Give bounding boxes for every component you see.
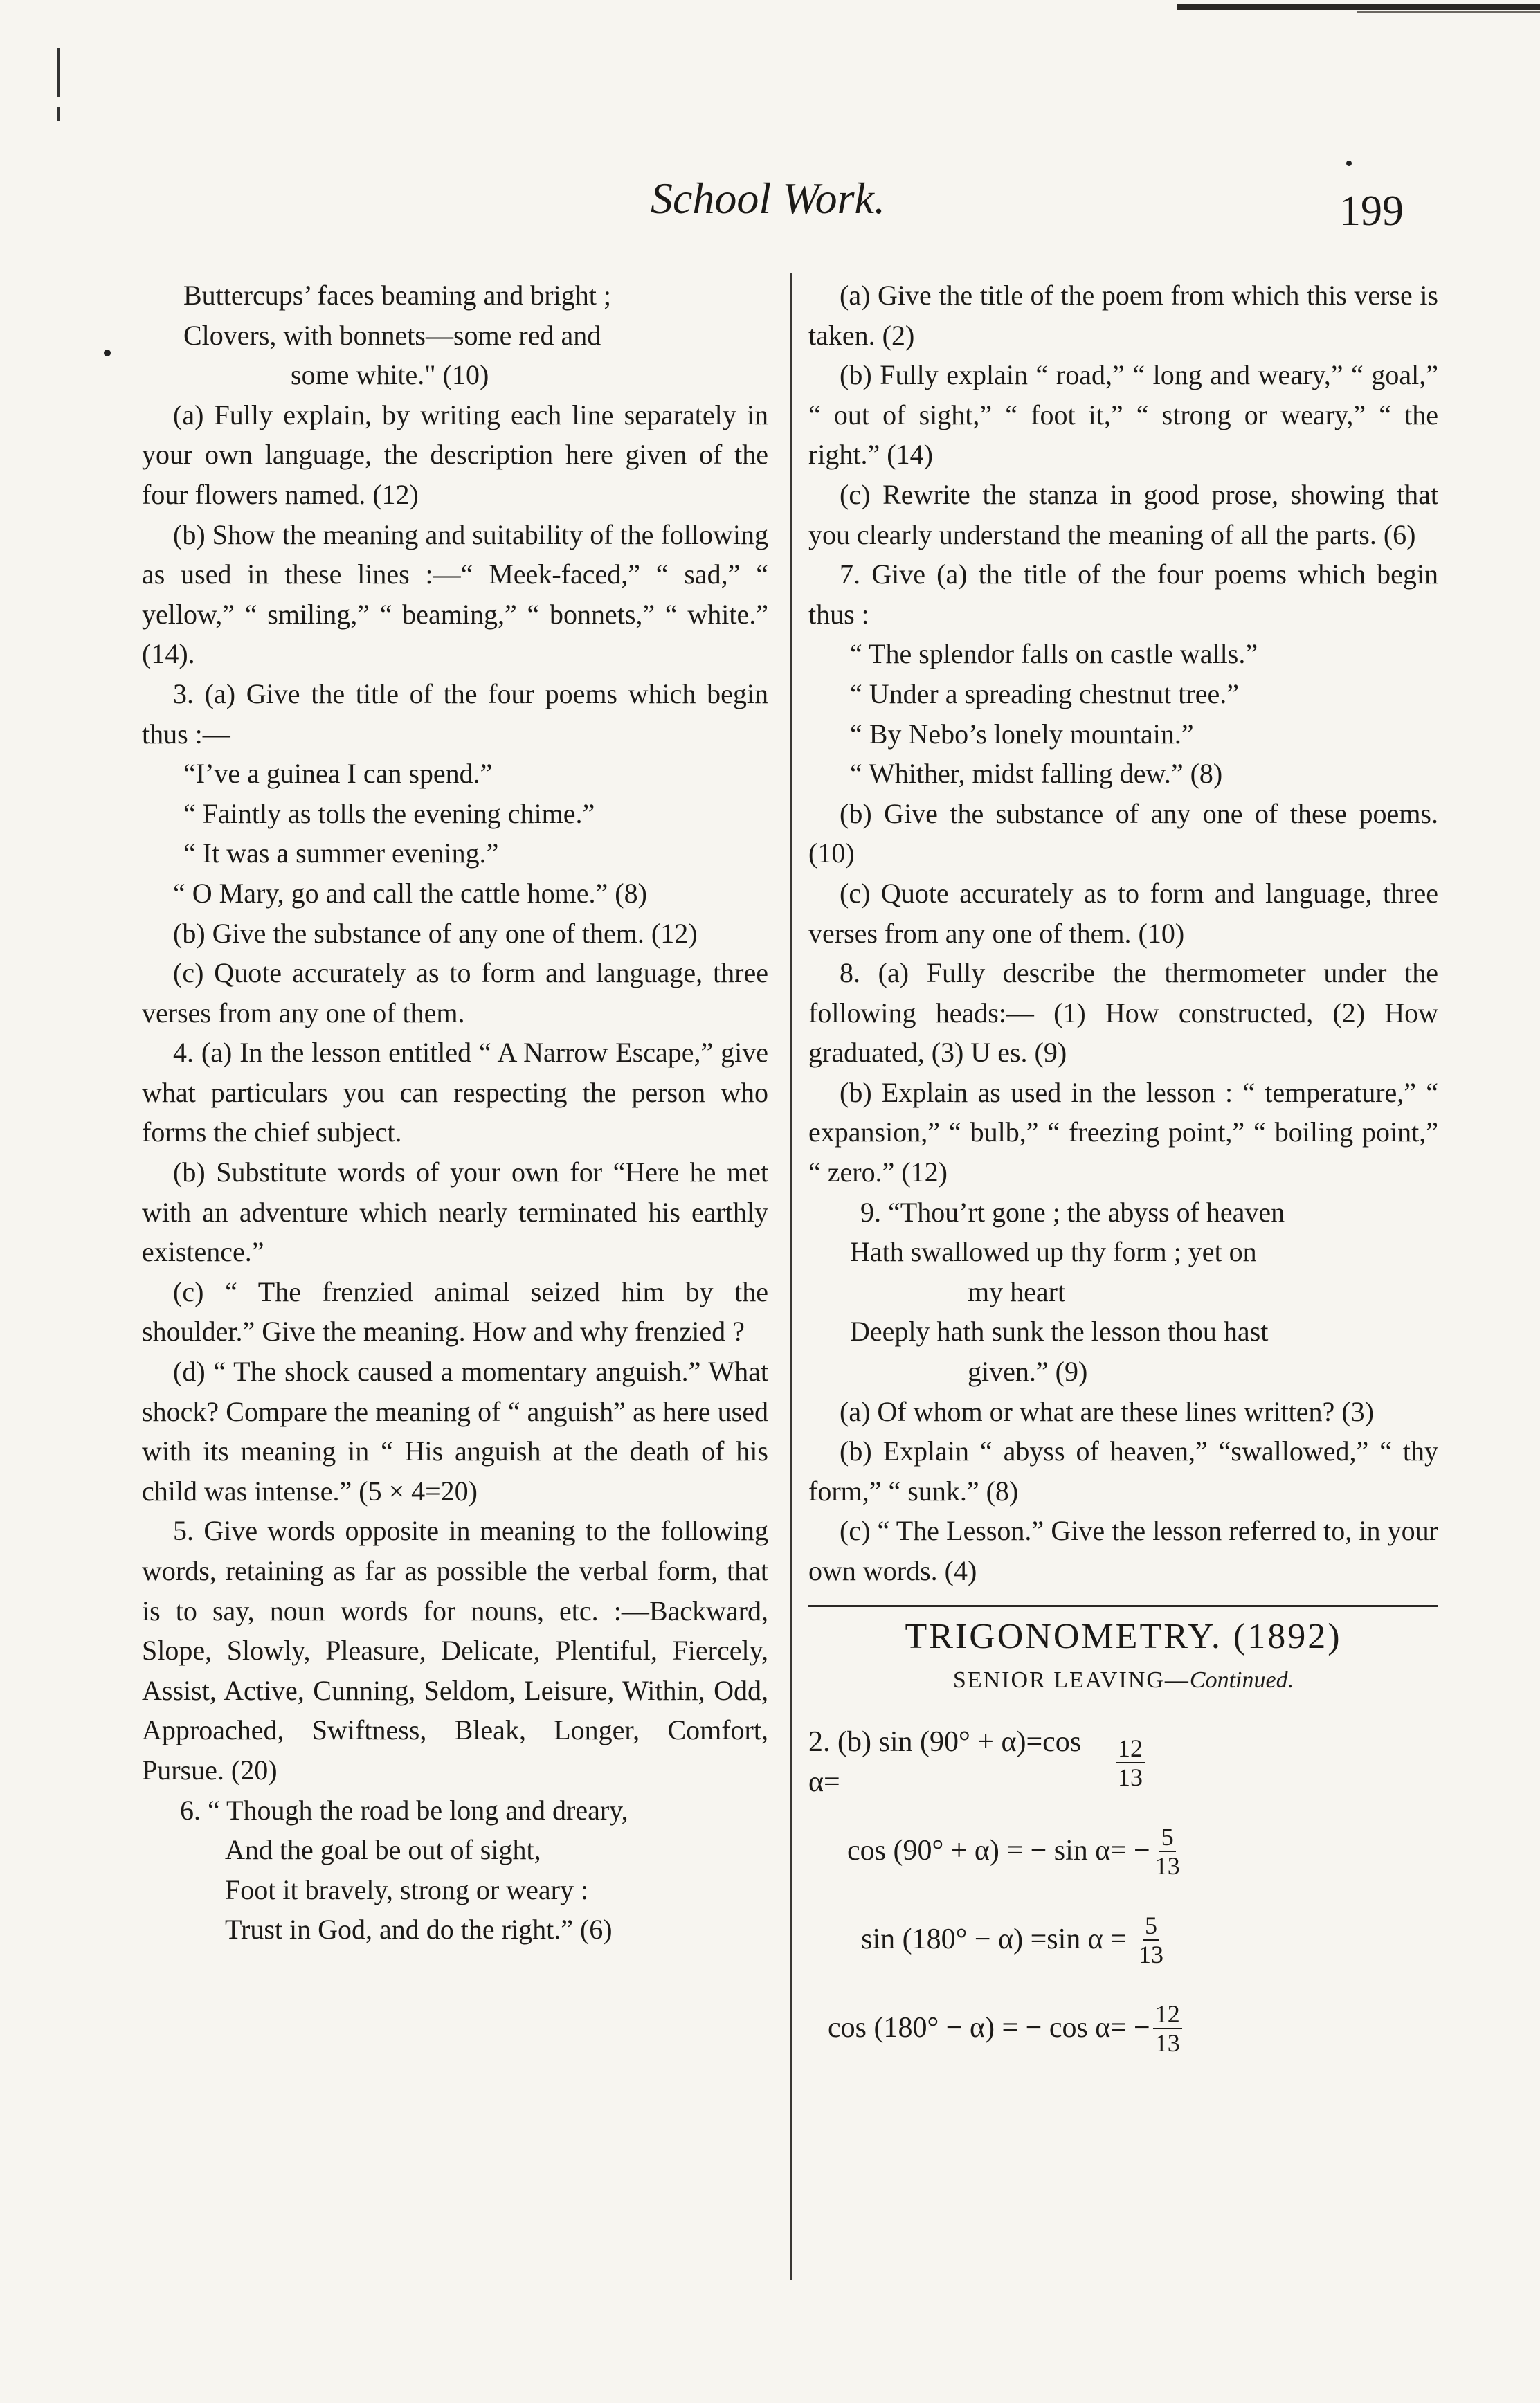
margin-speck xyxy=(1346,161,1352,166)
question: 3. (a) Give the title of the four poems which begin thus :— xyxy=(142,678,768,750)
top-edge-rule-thin xyxy=(1357,11,1540,13)
equation-sign: − xyxy=(1134,2011,1150,2044)
question: 7. Give (a) the title of the four poems which begin thus : xyxy=(808,559,1438,630)
quoted-line: “ O Mary, go and call the cattle home.” (8) xyxy=(173,877,647,909)
question-part: (b) Give the substance of any one of them. (12) xyxy=(173,917,698,949)
quoted-line: “ Under a spreading chestnut tree.” xyxy=(850,678,1239,709)
verse-line: Foot it bravely, strong or weary : xyxy=(225,1874,589,1905)
equation-lhs: cos (180° − α) = − cos α= xyxy=(828,2011,1127,2044)
question-part: (b) Fully explain “ road,” “ long and weary,” “ goal,” “ out of sight,” “ foot it,” “ strong or weary,” “ the right.” (14) xyxy=(808,359,1438,471)
equation-lhs: 2. (b) sin (90° + α)=cos α= xyxy=(808,1726,1082,1798)
verse-line: 9. “Thou’rt gone ; the abyss of heaven xyxy=(860,1196,1285,1228)
verse-line: my heart xyxy=(968,1276,1066,1307)
right-column xyxy=(808,275,1438,2073)
fraction-numerator: 5 xyxy=(1143,1912,1159,1941)
fraction xyxy=(1136,1912,1166,1968)
fraction-numerator: 12 xyxy=(1153,2000,1182,2029)
verse-line: given.” (9) xyxy=(968,1356,1088,1388)
question-part: (a) Fully explain, by writing each line separately in your own language, the description here given of the four flowers named. (12) xyxy=(142,399,768,510)
top-edge-rule xyxy=(1177,4,1540,10)
equation-row xyxy=(808,1807,1438,1896)
verse-line: some white." (10) xyxy=(291,359,489,391)
running-head: School Work. xyxy=(651,174,885,223)
question-part: (c) Rewrite the stanza in good prose, showing that you clearly understand the meaning of all the parts. (6) xyxy=(808,478,1438,550)
margin-mark xyxy=(57,48,60,97)
fraction-denominator: 13 xyxy=(1118,1763,1143,1791)
question: 4. (a) In the lesson entitled “ A Narrow Escape,” give what particulars you can respecting the person who forms the chief subject. xyxy=(142,1037,768,1148)
verse-line: Clovers, with bonnets—some red and xyxy=(183,319,601,351)
question: 5. Give words opposite in meaning to the following words, retaining as far as possible the verbal form, that is to say, noun words for nouns, etc. :—Backward, Slope, Slowly, Pleasure, Delicate, Plentiful, Fiercely, Assist, Active, Cunning, Seldom, Leisure, Within, Odd, Approached, Swiftness, Bleak, Longer, Comfort, Pursue. (20) xyxy=(142,1515,768,1786)
question-part: (b) Explain as used in the lesson : “ temperature,” “ expansion,” “ bulb,” “ freezing point,” “ boiling point,” “ zero.” (12) xyxy=(808,1076,1438,1188)
question-part: (c) Quote accurately as to form and language, three verses from any one of them. xyxy=(142,957,768,1028)
question-part: (b) Give the substance of any one of these poems. (10) xyxy=(808,797,1438,869)
margin-speck xyxy=(104,350,111,356)
fraction-denominator: 13 xyxy=(1154,1851,1180,1880)
equation-row xyxy=(808,1719,1438,1807)
section-rule xyxy=(808,1605,1438,1607)
question-part: (d) “ The shock caused a momentary anguish.” What shock? Compare the meaning of “ anguish” as here used with its meaning in “ His anguish at the death of his child was intense.” (5 × 4=20) xyxy=(142,1356,768,1507)
left-column xyxy=(142,275,768,1950)
question-part: (a) Give the title of the poem from which this verse is taken. (2) xyxy=(808,280,1438,351)
section-subtitle-continued: Continued. xyxy=(1189,1667,1294,1694)
verse-line: And the goal be out of sight, xyxy=(225,1834,541,1866)
quoted-line: “ The splendor falls on castle walls.” xyxy=(850,638,1258,670)
fraction xyxy=(1153,2000,1182,2057)
equation-row xyxy=(808,1896,1438,1984)
fraction xyxy=(1116,1734,1145,1791)
margin-mark xyxy=(57,107,60,121)
section-title: TRIGONOMETRY. (1892) xyxy=(905,1616,1342,1656)
section-subtitle xyxy=(808,1660,1438,1701)
question: 8. (a) Fully describe the thermometer under the following heads:— (1) How constructed, (2) How graduated, (3) U es. (9) xyxy=(808,957,1438,1069)
section-subtitle-text: SENIOR LEAVING— xyxy=(952,1667,1190,1694)
verse-line: Deeply hath sunk the lesson thou hast xyxy=(850,1316,1269,1348)
question-part: (b) Show the meaning and suitability of the following as used in these lines :—“ Meek-faced,” “ sad,” “ yellow,” “ smiling,” “ beaming,” “ bonnets,” “ white.” (14). xyxy=(142,518,768,670)
page-number: 199 xyxy=(1339,188,1404,235)
fraction xyxy=(1153,1823,1182,1880)
quoted-line: “ Faintly as tolls the evening chime.” xyxy=(183,797,595,829)
quoted-line: “ By Nebo’s lonely mountain.” xyxy=(850,718,1194,750)
column-divider xyxy=(790,273,792,2280)
verse-line: Buttercups’ faces beaming and bright ; xyxy=(183,280,611,311)
fraction-numerator: 12 xyxy=(1116,1734,1145,1763)
question-part: (a) Of whom or what are these lines written? (3) xyxy=(840,1395,1374,1427)
question-part: (c) “ The frenzied animal seized him by the shoulder.” Give the meaning. How and why frenzied ? xyxy=(142,1276,768,1348)
equation-row xyxy=(808,1984,1438,2073)
question-part: (b) Substitute words of your own for “Here he met with an adventure which nearly terminated his earthly existence.” xyxy=(142,1157,768,1268)
equation-lhs: sin (180° − α) =sin α = xyxy=(861,1923,1127,1955)
fraction-numerator: 5 xyxy=(1159,1823,1176,1852)
question-part: (b) Explain “ abyss of heaven,” “swallowed,” “ thy form,” “ sunk.” (8) xyxy=(808,1435,1438,1507)
equation-sign: − xyxy=(1134,1834,1150,1867)
quoted-line: “ It was a summer evening.” xyxy=(183,837,499,869)
fraction-denominator: 13 xyxy=(1154,2029,1180,2057)
question-part: (c) Quote accurately as to form and language, three verses from any one of them. (10) xyxy=(808,877,1438,949)
fraction-denominator: 13 xyxy=(1139,1940,1163,1968)
quoted-line: “ Whither, midst falling dew.” (8) xyxy=(850,758,1223,790)
verse-line: Hath swallowed up thy form ; yet on xyxy=(850,1236,1257,1268)
verse-line: 6. “ Though the road be long and dreary, xyxy=(180,1794,628,1826)
question-part: (c) “ The Lesson.” Give the lesson referred to, in your own words. (4) xyxy=(808,1515,1438,1586)
verse-line: Trust in God, and do the right.” (6) xyxy=(225,1914,613,1946)
equation-lhs: cos (90° + α) = − sin α= xyxy=(846,1834,1127,1867)
quoted-line: “I’ve a guinea I can spend.” xyxy=(183,758,493,790)
